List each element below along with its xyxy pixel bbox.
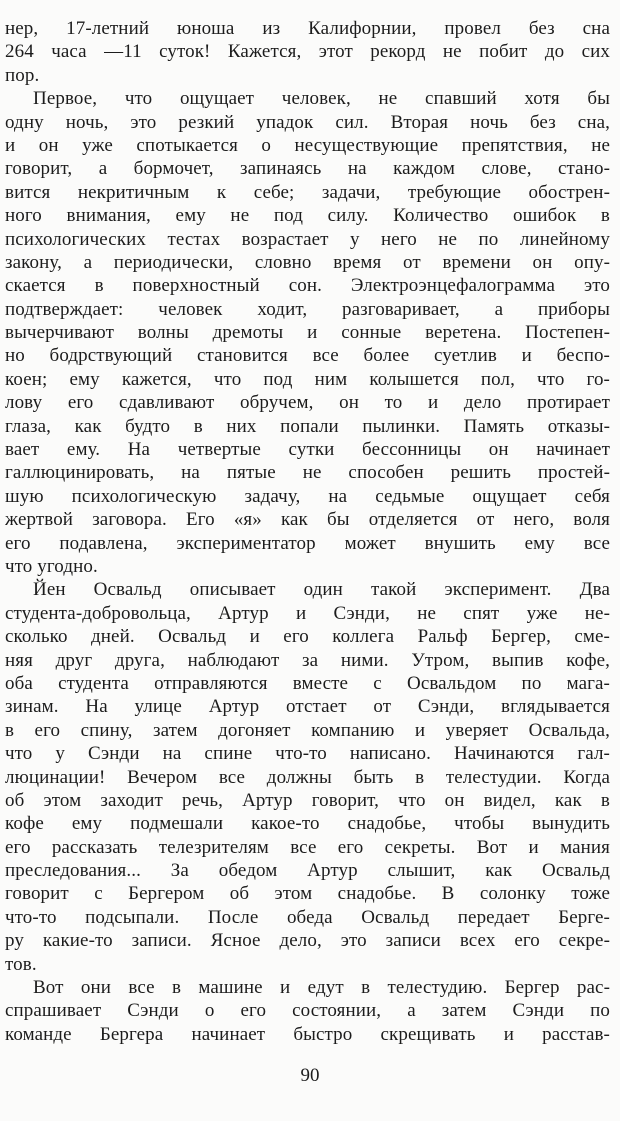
text-line: его подавлена, экспериментатор может внушить ему все [5, 532, 610, 554]
text-line: жертвой заговора. Его «я» как бы отделяется от него, воля [5, 509, 610, 531]
text-line: Первое, что ощущает человек, не спавший хотя бы [33, 88, 610, 110]
text-line: кофе ему подмешали какое-то снадобье, чтобы вынудить [5, 813, 610, 835]
text-line: нер, 17-летний юноша из Калифорнии, провел без сна [5, 18, 610, 39]
text-line: его рассказать телезрителям все его секреты. Вот и мания [5, 836, 610, 858]
text-line: няя друг друга, наблюдают за ними. Утром, выпив кофе, [5, 649, 610, 671]
text-line: закону, а периодически, словно время от времени он опу- [5, 251, 610, 273]
text-line: и он уже спотыкается о несуществующие препятствия, не [5, 134, 610, 156]
text-line: об этом заходит речь, Артур говорит, что он видел, как в [5, 789, 610, 811]
text-line: скается в поверхностный сон. Электроэнцефалограмма это [5, 275, 610, 297]
page-number: 90 [300, 1065, 320, 1086]
text-line: лову его сдавливают обручем, он то и дело протирает [5, 392, 610, 414]
text-line: в его спину, затем догоняет компанию и уверяет Освальда, [5, 719, 610, 741]
text-line: галлюцинировать, на пятые не способен решить простей- [5, 462, 610, 484]
text-line: что-то подсыпали. После обеда Освальд передает Берге- [5, 906, 610, 928]
text-line: одну ночь, это резкий упадок сил. Вторая ночь без сна, [5, 111, 610, 133]
text-line: вает ему. На четвертые сутки бессонницы он начинает [5, 439, 610, 461]
body-text [5, 17, 610, 1046]
text-line: глаза, как будто в них попали пылинки. Память отказы- [5, 415, 610, 437]
text-line: коен; ему кажется, что под ним колышется пол, что го- [5, 368, 610, 390]
text-line: команде Бергера начинает быстро скрещивать и расстав- [5, 1023, 610, 1045]
text-line: оба студента отправляются вместе с Освальдом по мага- [5, 672, 610, 694]
text-line: вится некритичным к себе; задачи, требующие обострен- [5, 181, 610, 203]
text-line: зинам. На улице Артур отстает от Сэнди, вглядывается [5, 696, 610, 718]
text-line: говорит с Бергером об этом снадобье. В солонку тоже [5, 883, 610, 905]
text-line: пор. [5, 64, 40, 86]
text-line: но бодрствующий становится все более суетлив и беспо- [5, 345, 610, 367]
text-line: ного внимания, ему не под силу. Количество ошибок в [5, 205, 610, 227]
text-line: что угодно. [5, 555, 98, 577]
text-line: говорит, а бормочет, запинаясь на каждом слове, стано- [5, 158, 610, 180]
text-line: шую психологическую задачу, на седьмые ощущает себя [5, 485, 610, 507]
text-line: что у Сэнди на спине что-то написано. Начинаются гал- [5, 743, 610, 765]
text-line: ру какие-то записи. Ясное дело, это записи всех его секре- [5, 930, 610, 952]
text-line: психологических тестах возрастает у него не по линейному [5, 228, 610, 250]
text-line: Вот они все в машине и едут в телестудию. Бергер рас- [33, 977, 610, 999]
text-line: подтверждает: человек ходит, разговаривает, а приборы [5, 298, 610, 320]
text-line: спрашивает Сэнди о его состоянии, а затем Сэнди по [5, 1000, 610, 1022]
text-line: студента-добровольца, Артур и Сэнди, не спят уже не- [5, 602, 610, 624]
text-line: вычерчивают волны дремоты и сонные веретена. Постепен- [5, 322, 610, 344]
text-line: сколько дней. Освальд и его коллега Ральф Бергер, сме- [5, 626, 610, 648]
text-line: преследования... За обедом Артур слышит, как Освальд [5, 860, 610, 882]
text-line: Йен Освальд описывает один такой эксперимент. Два [33, 579, 610, 601]
text-line: 264 часа —11 суток! Кажется, этот рекорд не побит до сих [5, 41, 610, 63]
text-line: люцинации! Вечером все должны быть в телестудии. Когда [5, 766, 610, 788]
text-line: тов. [5, 953, 37, 975]
